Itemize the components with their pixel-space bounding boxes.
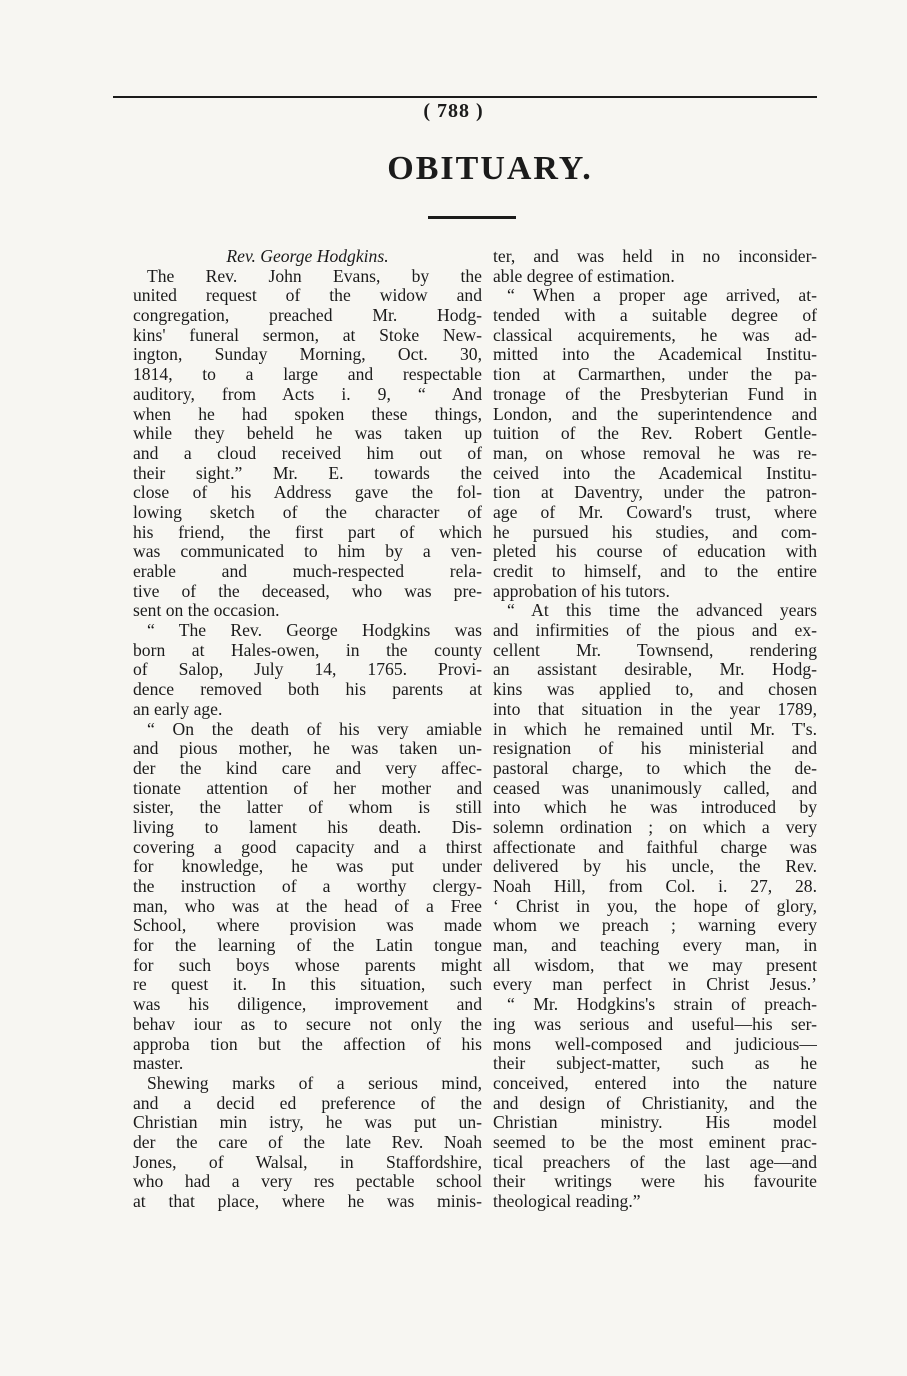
text-line: resignation of his ministerial and (493, 739, 817, 759)
text-line: credit to himself, and to the entire (493, 562, 817, 581)
text-line: close of his Address gave the fol- (133, 483, 482, 503)
text-line: The Rev. John Evans, by the (147, 266, 482, 286)
text-line: their subject-matter, such as he (493, 1054, 817, 1074)
text-line: ter, and was held in no inconsider- (493, 247, 817, 266)
text-line: ington, Sunday Morning, Oct. 30, (133, 345, 482, 365)
text-line: an early age. (133, 699, 223, 719)
text-line: living to lament his death. Dis- (133, 817, 482, 837)
text-line: and infirmities of the pious and ex- (493, 621, 817, 641)
text-line: Christian min istry, he was put un- (133, 1113, 482, 1133)
text-line: man, on whose removal he was re- (493, 443, 817, 463)
text-line: age of Mr. Coward's trust, where (493, 502, 817, 522)
text-line: solemn ordination ; on which a very (493, 817, 817, 837)
text-line: able degree of estimation. (493, 266, 675, 286)
text-line: seemed to be the most eminent prac- (493, 1132, 817, 1152)
text-line: tion at Daventry, under the patron- (493, 483, 817, 503)
title-divider (428, 216, 516, 219)
text-line: ceived into the Academical Institu- (493, 463, 817, 483)
text-line: whom we preach ; warning every (493, 916, 817, 936)
text-line: theological reading.” (493, 1192, 641, 1211)
text-line: tion at Carmarthen, under the pa- (493, 365, 817, 385)
text-line: cellent Mr. Townsend, rendering (493, 640, 817, 660)
text-line: was communicated to him by a ven- (133, 542, 482, 562)
text-line: re quest it. In this situation, such (133, 975, 482, 995)
text-line: when he had spoken these things, (133, 404, 482, 424)
text-line: all wisdom, that we may present (493, 955, 817, 975)
text-line: tuition of the Rev. Robert Gentle- (493, 424, 817, 444)
text-line: behav iour as to secure not only the (133, 1014, 482, 1034)
text-line: tended with a suitable degree of (493, 306, 817, 326)
text-line: and pious mother, he was taken un- (133, 739, 482, 759)
text-line: man, who was at the head of a Free (133, 896, 482, 916)
text-line: congregation, preached Mr. Hodg- (133, 306, 482, 326)
page-number: ( 788 ) (423, 100, 484, 122)
text-line: and a cloud received him out of (133, 443, 482, 463)
text-line: united request of the widow and (133, 286, 482, 306)
text-line: who had a very res pectable school (133, 1172, 482, 1192)
left-column (133, 247, 482, 1212)
text-line: into which he was introduced by (493, 798, 817, 818)
text-line: into that situation in the year 1789, (493, 699, 817, 719)
text-line: tionate attention of her mother and (133, 778, 482, 798)
text-line: ceased was unanimously called, and (493, 778, 817, 798)
text-line: conceived, entered into the nature (493, 1073, 817, 1093)
text-line: der the kind care and very affec- (133, 758, 482, 778)
text-line: Shewing marks of a serious mind, (147, 1073, 482, 1093)
text-line: delivered by his uncle, the Rev. (493, 857, 817, 877)
text-line: approba tion but the affection of his (133, 1034, 482, 1054)
text-line: Noah Hill, from Col. i. 27, 28. (493, 877, 817, 896)
text-line: and a decid ed preference of the (133, 1093, 482, 1113)
text-line: London, and the superintendence and (493, 404, 817, 424)
text-line: der the care of the late Rev. Noah (133, 1132, 482, 1152)
text-line: of Salop, July 14, 1765. Provi- (133, 660, 482, 680)
text-line: for the learning of the Latin tongue (133, 936, 482, 956)
right-column (493, 247, 817, 1212)
page-title: OBITUARY. (387, 150, 593, 187)
text-line: Jones, of Walsal, in Staffordshire, (133, 1152, 482, 1172)
text-line: 1814, to a large and respectable (133, 365, 482, 385)
text-line: sister, the latter of whom is still (133, 798, 482, 818)
text-line: while they beheld he was taken up (133, 424, 482, 444)
text-line: for such boys whose parents might (133, 955, 482, 975)
text-line: kins was applied to, and chosen (493, 680, 817, 700)
text-line: tical preachers of the last age—and (493, 1152, 817, 1172)
text-line: he pursued his studies, and com- (493, 522, 817, 542)
text-line: man, and teaching every man, in (493, 936, 817, 956)
text-line: every man perfect in Christ Jesus.’ (493, 975, 817, 995)
text-line: Christian ministry. His model (493, 1113, 817, 1133)
text-line: an assistant desirable, Mr. Hodg- (493, 660, 817, 680)
text-line: at that place, where he was minis- (133, 1192, 482, 1211)
text-line: School, where provision was made (133, 916, 482, 936)
text-line: tronage of the Presbyterian Fund in (493, 384, 817, 404)
text-line: their sight.” Mr. E. towards the (133, 463, 482, 483)
text-line: “ When a proper age arrived, at- (507, 286, 817, 306)
text-line: tive of the deceased, who was pre- (133, 581, 482, 601)
text-line: pastoral charge, to which the de- (493, 758, 817, 778)
text-line: dence removed both his parents at (133, 680, 482, 700)
text-line: “ Mr. Hodgkins's strain of preach- (507, 995, 817, 1015)
text-line: sent on the occasion. (133, 601, 280, 621)
text-line: in which he remained until Mr. T's. (493, 719, 817, 739)
text-line: master. (133, 1054, 184, 1074)
text-line: mons well-composed and judicious— (493, 1034, 817, 1054)
text-line: affectionate and faithful charge was (493, 837, 817, 857)
text-line: pleted his course of education with (493, 542, 817, 562)
text-line: ing was serious and useful—his ser- (493, 1014, 817, 1034)
text-line: and design of Christianity, and the (493, 1093, 817, 1113)
text-line: born at Hales-owen, in the county (133, 640, 482, 660)
text-line: “ At this time the advanced years (507, 601, 817, 621)
text-line: covering a good capacity and a thirst (133, 837, 482, 857)
text-line: classical acquirements, he was ad- (493, 325, 817, 345)
text-line: their writings were his favourite (493, 1172, 817, 1192)
text-line: lowing sketch of the character of (133, 502, 482, 522)
text-line: mitted into the Academical Institu- (493, 345, 817, 365)
text-line: auditory, from Acts i. 9, “ And (133, 384, 482, 404)
text-line: erable and much-respected rela- (133, 562, 482, 581)
text-line: kins' funeral sermon, at Stoke New- (133, 325, 482, 345)
text-line: his friend, the first part of which (133, 522, 482, 542)
text-line: “ On the death of his very amiable (147, 719, 482, 739)
top-rule (113, 96, 817, 98)
text-line: was his diligence, improvement and (133, 995, 482, 1015)
text-line: “ The Rev. George Hodgkins was (147, 621, 482, 641)
text-line: approbation of his tutors. (493, 581, 670, 601)
text-line: for knowledge, he was put under (133, 857, 482, 877)
text-line: the instruction of a worthy clergy- (133, 877, 482, 896)
text-line: Rev. George Hodgkins. (226, 247, 389, 266)
text-line: ‘ Christ in you, the hope of glory, (493, 896, 817, 916)
